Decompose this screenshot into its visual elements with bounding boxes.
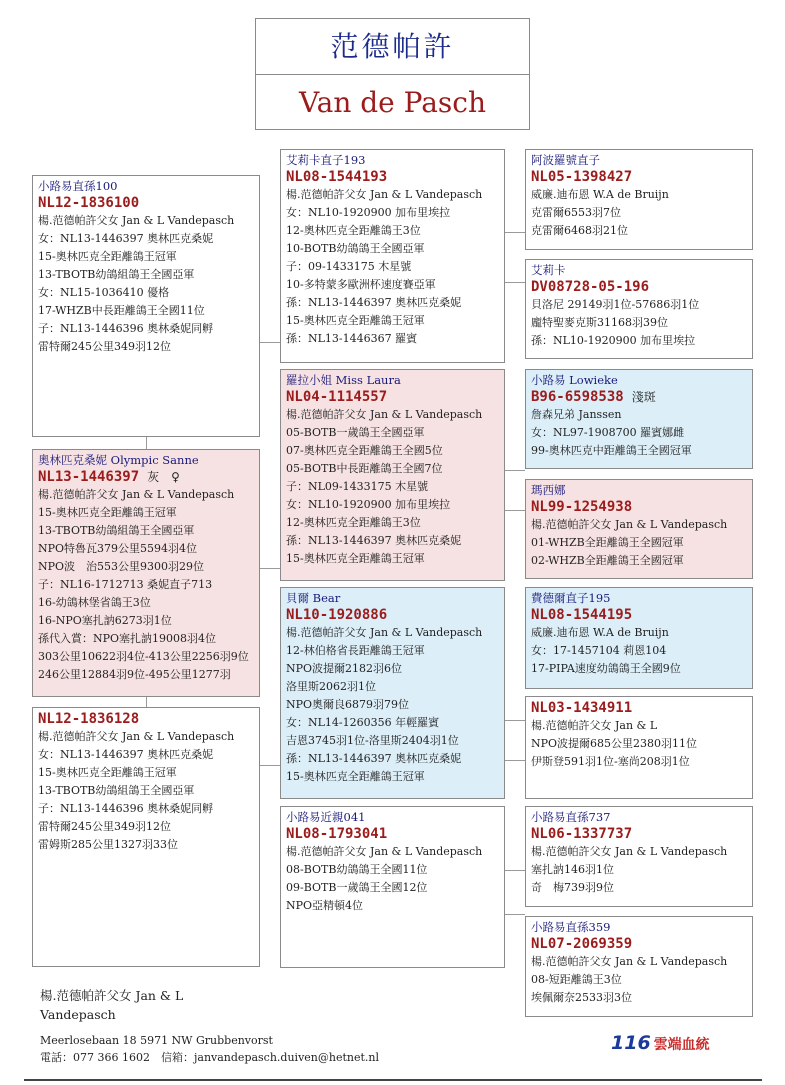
detail-line: 13-TBOTB幼鴿組鴿王全國亞軍	[38, 524, 195, 537]
connector-line	[505, 282, 525, 283]
detail-line: 15-奧林匹克全距離鴿王冠軍	[286, 770, 425, 783]
detail-line: 楊.范德帕許父女 Jan & L Vandepasch	[531, 845, 728, 858]
detail-line: 15-奧林匹克全距離鴿王冠軍	[38, 250, 177, 263]
detail-line: 克雷爾6553羽7位	[531, 206, 621, 219]
pedigree-box-grandparent-2[interactable]	[525, 259, 753, 359]
detail-line: 女：17-1457104 莉恩104	[531, 644, 667, 657]
detail-line: 奇 梅739羽9位	[531, 881, 614, 894]
connector-line	[260, 342, 280, 343]
pigeon-name: 小路易近親041	[286, 810, 366, 824]
ring-number: NL12-1836100	[38, 195, 140, 211]
pigeon-details	[286, 186, 500, 348]
detail-line: 女：NL13-1446397 奧林匹克桑妮	[38, 232, 214, 245]
ring-number: NL04-1114557	[286, 389, 388, 405]
detail-line: 雷姆斯285公里1327羽33位	[38, 838, 178, 851]
address-line: Meerlosebaan 18 5971 NW Grubbenvorst	[40, 1034, 273, 1047]
detail-line: 孫代入賞：NPO塞扎訥19008羽4位	[38, 632, 217, 645]
bottom-divider	[24, 1079, 762, 1081]
detail-line: 17-WHZB中長距離鴿王全國11位	[38, 304, 205, 317]
detail-line: 孫：NL13-1446397 奧林匹克桑妮	[286, 752, 462, 765]
pigeon-name: 奧林匹克桑妮 Olympic Sanne	[38, 453, 199, 467]
detail-line: 楊.范德帕許父女 Jan & L Vandepasch	[286, 845, 483, 858]
pigeon-details	[286, 406, 500, 568]
detail-line: NPO波提爾685公里2380羽11位	[531, 737, 698, 750]
pedigree-box-grandparent-4[interactable]	[525, 479, 753, 579]
ring-number: NL07-2069359	[531, 936, 633, 952]
pigeon-details	[531, 516, 748, 570]
pedigree-box-parent-1[interactable]	[280, 149, 505, 363]
detail-line: 孫：NL13-1446367 羅賓	[286, 332, 418, 345]
pigeon-details	[38, 728, 255, 854]
pedigree-box-grandparent-3[interactable]	[525, 369, 753, 469]
detail-line: 02-WHZB全距離鴿王全國冠軍	[531, 554, 684, 567]
pigeon-details	[531, 296, 748, 350]
ring-number: NL99-1254938	[531, 499, 633, 515]
pedigree-box-parent-3[interactable]	[280, 587, 505, 799]
pigeon-details	[531, 406, 748, 460]
detail-line: 孫：NL13-1446397 奧林匹克桑妮	[286, 534, 462, 547]
detail-line: 女：NL15-1036410 優格	[38, 286, 170, 299]
detail-line: 詹森兄弟 Janssen	[531, 408, 622, 421]
pedigree-box-grandparent-6[interactable]	[525, 696, 753, 799]
detail-line: 孫：NL13-1446397 奧林匹克桑妮	[286, 296, 462, 309]
ring-number: NL05-1398427	[531, 169, 633, 185]
detail-line: 女：NL97-1908700 羅賓娜雌	[531, 426, 685, 439]
pigeon-details	[531, 186, 748, 240]
detail-line: 子：NL13-1446396 奧林桑妮同孵	[38, 802, 214, 815]
detail-line: 05-BOTB中長距離鴿王全國7位	[286, 462, 443, 475]
pigeon-details	[531, 624, 748, 678]
detail-line: 12-林伯格省長距離鴿王冠軍	[286, 644, 425, 657]
ring-number: DV08728-05-196	[531, 279, 650, 295]
detail-line: 威廉.迪布恩 W.A de Bruijn	[531, 626, 669, 639]
ring-number: NL13-1446397 灰 ♀	[38, 469, 180, 485]
detail-line: NPO波 治553公里9300羽29位	[38, 560, 205, 573]
detail-line: 05-BOTB一歲鴿王全國亞軍	[286, 426, 425, 439]
connector-line	[260, 568, 280, 569]
connector-line	[505, 510, 525, 511]
pigeon-details	[38, 212, 255, 356]
ring-number: NL06-1337737	[531, 826, 633, 842]
connector-line	[505, 870, 525, 871]
contact-line: 電話：077 366 1602 信箱：janvandepasch.duiven@hetnet.nl	[40, 1051, 380, 1064]
detail-line: 15-奧林匹克全距離鴿王冠軍	[38, 506, 177, 519]
detail-line: 女：NL13-1446397 奧林匹克桑妮	[38, 748, 214, 761]
pigeon-name: 小路易直孫359	[531, 920, 611, 934]
detail-line: 08-BOTB幼鴿鴿王全國11位	[286, 863, 428, 876]
connector-line	[505, 232, 525, 233]
detail-line: 孫：NL10-1920900 加布里埃拉	[531, 334, 696, 347]
detail-line: 龐特聖麥克斯31168羽39位	[531, 316, 668, 329]
detail-line: 雷特爾245公里349羽12位	[38, 820, 171, 833]
ring-number: B96-6598538 淺斑	[531, 389, 656, 405]
detail-line: 雷特爾245公里349羽12位	[38, 340, 171, 353]
ring-number: NL08-1544193	[286, 169, 388, 185]
detail-line: 楊.范德帕許父女 Jan & L Vandepasch	[286, 626, 483, 639]
ring-number: NL12-1836128	[38, 711, 140, 727]
pigeon-name: 瑪西娜	[531, 483, 566, 497]
pigeon-name: 羅拉小姐 Miss Laura	[286, 373, 401, 387]
detail-line: 埃佩爾奈2533羽3位	[531, 991, 632, 1004]
detail-line: 99-奧林匹克中距離鴿王全國冠軍	[531, 444, 692, 457]
title-english: Van de Pasch	[298, 86, 487, 119]
pigeon-details	[531, 953, 748, 1007]
detail-line: 吉恩3745羽1位-洛里斯2404羽1位	[286, 734, 459, 747]
ring-number: NL08-1544195	[531, 607, 633, 623]
detail-line: 08-短距離鴿王3位	[531, 973, 622, 986]
owner-name: 楊.范德帕許父女 Jan & L Vandepasch	[40, 988, 184, 1022]
detail-line: 楊.范德帕許父女 Jan & L Vandepasch	[531, 955, 728, 968]
connector-line	[146, 437, 147, 449]
detail-line: 13-TBOTB幼鴿組鴿王全國亞軍	[38, 268, 195, 281]
detail-line: 女：NL10-1920900 加布里埃拉	[286, 498, 451, 511]
detail-line: 楊.范德帕許父女 Jan & L Vandepasch	[38, 214, 235, 227]
connector-line	[505, 720, 525, 721]
connector-line	[146, 697, 147, 707]
detail-line: NPO波提爾2182羽6位	[286, 662, 403, 675]
pigeon-details	[531, 717, 748, 771]
pigeon-name: 費德爾直子195	[531, 591, 611, 605]
detail-line: 09-BOTB一歲鴿王全國12位	[286, 881, 428, 894]
ring-number: NL10-1920886	[286, 607, 388, 623]
detail-line: 子：NL16-1712713 桑妮直子713	[38, 578, 213, 591]
detail-line: 15-奧林匹克全距離鴿王冠軍	[286, 552, 425, 565]
title-chinese: 范德帕許	[256, 19, 529, 75]
pigeon-details	[531, 843, 748, 897]
detail-line: 子：NL09-1433175 木星號	[286, 480, 429, 493]
detail-line: 楊.范德帕許父女 Jan & L Vandepasch	[38, 488, 235, 501]
pigeon-name: 小路易 Lowieke	[531, 373, 618, 387]
detail-line: 塞扎訥146羽1位	[531, 863, 614, 876]
detail-line: 303公里10622羽4位-413公里2256羽9位	[38, 650, 249, 663]
detail-line: 伊斯登591羽1位-塞尚208羽1位	[531, 755, 690, 768]
detail-line: NPO亞精頓4位	[286, 899, 364, 912]
pedigree-box-parent-2[interactable]	[280, 369, 505, 581]
detail-line: 子：NL13-1446396 奧林桑妮同孵	[38, 322, 214, 335]
pedigree-box-sire[interactable]	[32, 175, 260, 437]
detail-line: 17-PIPA速度幼鴿鴿王全國9位	[531, 662, 681, 675]
detail-line: 15-奧林匹克全距離鴿王冠軍	[38, 766, 177, 779]
detail-line: 10-BOTB幼鴿鴿王全國亞軍	[286, 242, 425, 255]
pigeon-details	[286, 624, 500, 786]
ring-number: NL03-1434911	[531, 700, 633, 716]
pedigree-box-grandparent-1[interactable]	[525, 149, 753, 250]
detail-line: 10-多特蒙多歐洲杯速度賽亞軍	[286, 278, 436, 291]
connector-line	[505, 470, 525, 471]
pedigree-box-grandparent-8[interactable]	[525, 916, 753, 1017]
connector-line	[505, 914, 525, 915]
detail-line: 楊.范德帕許父女 Jan & L Vandepasch	[286, 408, 483, 421]
detail-line: 楊.范德帕許父女 Jan & L Vandepasch	[286, 188, 483, 201]
connector-line	[260, 765, 280, 766]
detail-line: 洛里斯2062羽1位	[286, 680, 376, 693]
detail-line: 16-NPO塞扎訥6273羽1位	[38, 614, 172, 627]
ring-number: NL08-1793041	[286, 826, 388, 842]
pigeon-name: 艾莉卡	[531, 263, 566, 277]
detail-line: 威廉.迪布恩 W.A de Bruijn	[531, 188, 669, 201]
pedigree-box-grandparent-7[interactable]	[525, 806, 753, 907]
detail-line: 女：NL10-1920900 加布里埃拉	[286, 206, 451, 219]
detail-line: 12-奧林匹克全距離鴿王3位	[286, 516, 421, 529]
detail-line: 克雷爾6468羽21位	[531, 224, 628, 237]
logo-text: 雲端血統	[653, 1037, 710, 1053]
detail-line: 246公里12884羽9位-495公里1277羽	[38, 668, 231, 681]
contact-block	[40, 1032, 379, 1066]
detail-line: 楊.范德帕許父女 Jan & L Vandepasch	[38, 730, 235, 743]
logo-number: 116	[611, 1032, 651, 1054]
pigeon-name: 艾莉卡直子193	[286, 153, 366, 167]
pigeon-name: 阿波羅號直子	[531, 153, 600, 167]
detail-line: 01-WHZB全距離鴿王全國冠軍	[531, 536, 684, 549]
detail-line: 16-幼鴿林堡省鴿王3位	[38, 596, 151, 609]
connector-line	[505, 760, 525, 761]
detail-line: 15-奧林匹克全距離鴿王冠軍	[286, 314, 425, 327]
detail-line: NPO奧爾良6879羽79位	[286, 698, 410, 711]
pedigree-box-parent-4[interactable]	[280, 806, 505, 968]
pedigree-box-grandparent-5[interactable]	[525, 587, 753, 689]
detail-line: NPO特魯瓦379公里5594羽4位	[38, 542, 198, 555]
detail-line: 女：NL14-1260356 年輕羅賓	[286, 716, 440, 729]
pigeon-details	[286, 843, 500, 915]
pedigree-box-dam[interactable]	[32, 707, 260, 967]
detail-line: 楊.范德帕許父女 Jan & L Vandepasch	[531, 518, 728, 531]
detail-line: 子：09-1433175 木星號	[286, 260, 412, 273]
pigeon-name: 小路易直孫737	[531, 810, 611, 824]
pedigree-box-subject[interactable]	[32, 449, 260, 697]
detail-line: 楊.范德帕許父女 Jan & L	[531, 719, 658, 732]
detail-line: 13-TBOTB幼鴿組鴿王全國亞軍	[38, 784, 195, 797]
pedigree-title-box	[255, 18, 530, 130]
detail-line: 12-奧林匹克全距離鴿王3位	[286, 224, 421, 237]
pigeon-name: 貝爾 Bear	[286, 591, 341, 605]
pigeon-details	[38, 486, 255, 684]
logo	[611, 1032, 710, 1054]
pigeon-name: 小路易直孫100	[38, 179, 118, 193]
detail-line: 貝洛尼 29149羽1位-57686羽1位	[531, 298, 700, 311]
detail-line: 07-奧林匹克全距離鴿王全國5位	[286, 444, 443, 457]
